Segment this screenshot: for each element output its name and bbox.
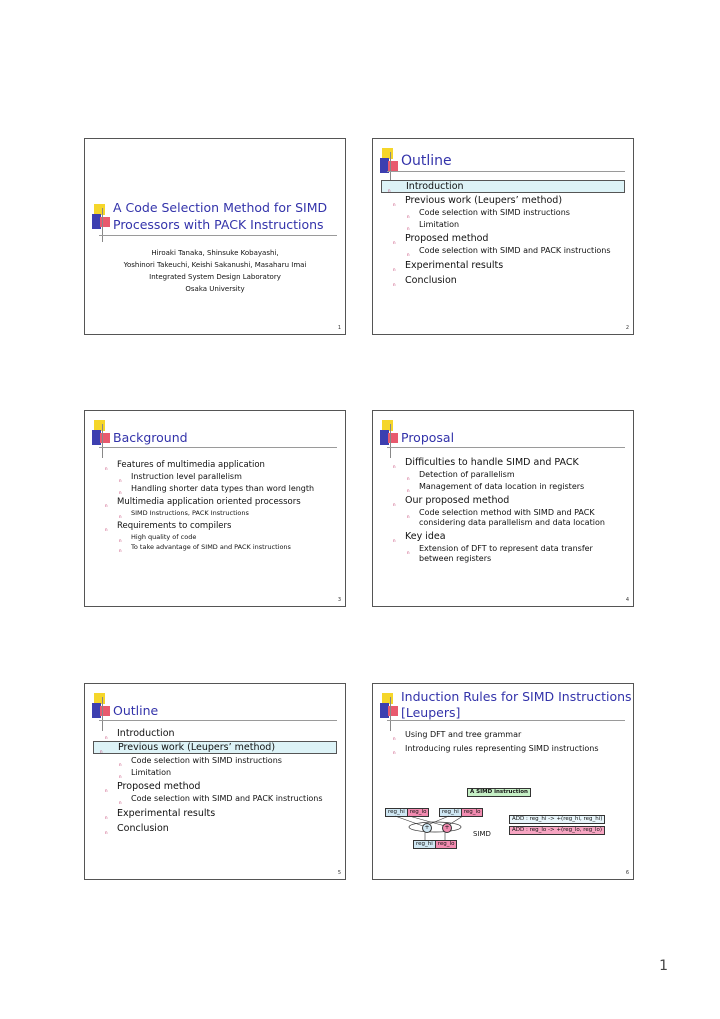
list-item: n Limitation bbox=[387, 220, 625, 230]
register-pair-result bbox=[413, 840, 457, 849]
list-item: n Proposed method bbox=[99, 781, 337, 792]
authors-line-2: Yoshinori Takeuchi, Keishi Sakanushi, Masaharu Imai bbox=[123, 261, 307, 269]
list-item: n Introduction bbox=[381, 180, 625, 193]
slide-title: Proposal bbox=[401, 430, 455, 445]
bullet-list bbox=[99, 724, 337, 834]
title-underline bbox=[99, 447, 337, 448]
bullet-list bbox=[99, 456, 337, 551]
slide-decoration bbox=[92, 420, 112, 454]
list-item: n Code selection method with SIMD and PACK considering data parallelism and data location bbox=[387, 508, 625, 527]
list-item: n To take advantage of SIMD and PACK instructions bbox=[99, 543, 337, 551]
list-item: n Using DFT and tree grammar bbox=[387, 730, 625, 740]
reg-lo-box: reg_lo bbox=[436, 840, 458, 849]
list-item: n High quality of code bbox=[99, 533, 337, 541]
edge bbox=[395, 816, 423, 826]
page-number: 6 bbox=[625, 870, 629, 876]
add-node-hi: + bbox=[422, 823, 432, 833]
reg-hi-box: reg_hi bbox=[413, 840, 436, 849]
reg-lo-box: reg_lo bbox=[408, 808, 430, 817]
list-item: n Conclusion bbox=[387, 275, 625, 286]
list-item: n Code selection with SIMD instructions bbox=[99, 756, 337, 766]
simd-label: SIMD bbox=[473, 830, 491, 838]
page-number: 5 bbox=[337, 870, 341, 876]
list-item: n Management of data location in registers bbox=[387, 482, 625, 492]
slide-3 bbox=[84, 410, 346, 607]
slide-title bbox=[113, 199, 327, 233]
slide-decoration bbox=[380, 693, 400, 727]
list-item: n Proposed method bbox=[387, 233, 625, 244]
list-item: n Multimedia application oriented processors bbox=[99, 497, 337, 507]
bullet-list bbox=[387, 176, 625, 286]
simd-header-box: A SIMD instruction bbox=[467, 788, 531, 797]
list-item: n SIMD Instructions, PACK Instructions bbox=[99, 509, 337, 517]
list-item: n Conclusion bbox=[99, 823, 337, 834]
slide-decoration bbox=[92, 204, 112, 238]
title-underline bbox=[99, 720, 337, 721]
slide-title bbox=[401, 689, 632, 721]
list-item: n Extension of DFT to represent data transfer between registers bbox=[387, 544, 625, 563]
rule-hi-box: ADD : reg_hi -> +(reg_hi, reg_hi) bbox=[509, 815, 605, 824]
reg-hi-box: reg_hi bbox=[439, 808, 462, 817]
title-underline bbox=[387, 447, 625, 448]
slide-decoration bbox=[92, 693, 112, 727]
slide-decoration bbox=[380, 420, 400, 454]
slide-4 bbox=[372, 410, 634, 607]
list-item: n Our proposed method bbox=[387, 495, 625, 506]
list-item: n Requirements to compilers bbox=[99, 521, 337, 531]
list-item: n Key idea bbox=[387, 531, 625, 542]
list-item: n Features of multimedia application bbox=[99, 460, 337, 470]
title-line-2: Processors with PACK Instructions bbox=[113, 217, 324, 232]
list-item: n Detection of parallelism bbox=[387, 470, 625, 480]
list-item: n Limitation bbox=[99, 768, 337, 778]
title-underline bbox=[387, 171, 625, 172]
lab-name: Integrated System Design Laboratory bbox=[149, 273, 281, 281]
title-underline bbox=[99, 235, 337, 236]
list-item: n Instruction level parallelism bbox=[99, 472, 337, 482]
list-item: n Experimental results bbox=[99, 808, 337, 819]
list-item: n Introduction bbox=[99, 728, 337, 739]
reg-hi-box: reg_hi bbox=[385, 808, 408, 817]
list-item: n Code selection with SIMD and PACK instructions bbox=[99, 794, 337, 804]
page-number: 1 bbox=[337, 325, 341, 331]
document-page-number: 1 bbox=[659, 958, 668, 974]
page-number: 4 bbox=[625, 597, 629, 603]
reg-lo-box: reg_lo bbox=[462, 808, 484, 817]
slide-6 bbox=[372, 683, 634, 880]
bullet-list bbox=[387, 726, 625, 754]
list-item: n Code selection with SIMD and PACK instructions bbox=[387, 246, 625, 256]
authors-line-1: Hiroaki Tanaka, Shinsuke Kobayashi, bbox=[151, 249, 279, 257]
list-item: n Introducing rules representing SIMD instructions bbox=[387, 744, 625, 754]
title-line-2: [Leupers] bbox=[401, 705, 461, 720]
title-line-1: A Code Selection Method for SIMD bbox=[113, 200, 328, 215]
page-number: 2 bbox=[625, 325, 629, 331]
author-block bbox=[85, 247, 345, 295]
slide-title: Outline bbox=[113, 703, 159, 718]
list-item: n Experimental results bbox=[387, 260, 625, 271]
list-item: n Previous work (Leupers’ method) bbox=[387, 195, 625, 206]
add-node-lo: + bbox=[442, 823, 452, 833]
list-item: n Code selection with SIMD instructions bbox=[387, 208, 625, 218]
slide-title: Outline bbox=[401, 153, 452, 169]
slide-1 bbox=[84, 138, 346, 335]
title-line-1: Induction Rules for SIMD Instructions bbox=[401, 689, 632, 704]
slide-5 bbox=[84, 683, 346, 880]
slide-2 bbox=[372, 138, 634, 335]
list-item: n Handling shorter data types than word length bbox=[99, 484, 337, 494]
list-item: n Previous work (Leupers’ method) bbox=[93, 741, 337, 754]
list-item: n Difficulties to handle SIMD and PACK bbox=[387, 457, 625, 468]
rule-lo-box: ADD : reg_lo -> +(reg_lo, reg_lo) bbox=[509, 826, 605, 835]
page-number: 3 bbox=[337, 597, 341, 603]
bullet-list bbox=[387, 453, 625, 563]
university-name: Osaka University bbox=[185, 285, 245, 293]
slide-title: Background bbox=[113, 430, 188, 445]
